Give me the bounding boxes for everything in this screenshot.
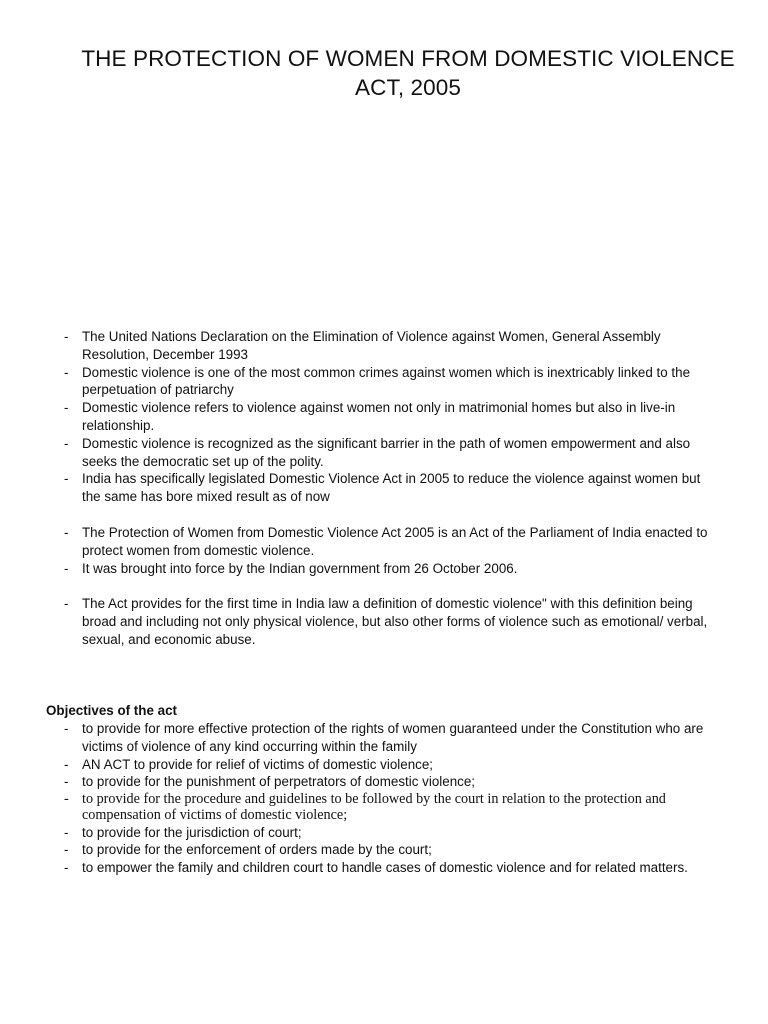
intro-list xyxy=(0,328,768,506)
list-item xyxy=(0,399,768,435)
dash-marker: - xyxy=(64,329,69,344)
list-item xyxy=(0,595,768,648)
objectives-heading: Objectives of the act xyxy=(46,703,177,718)
list-item-text: It was brought into force by the Indian government from 26 October 2006. xyxy=(82,560,518,576)
dash-marker: - xyxy=(64,860,69,876)
list-item-text: to empower the family and children court to handle cases of domestic violence and for related matters. xyxy=(82,860,688,876)
dash-marker: - xyxy=(64,721,69,736)
act-list xyxy=(0,524,768,577)
dash-marker: - xyxy=(64,364,69,380)
dash-marker: - xyxy=(64,471,69,487)
list-item-text: to provide for the procedure and guidelines to be followed by the court in relation to the protection and compensation of victims of domestic violence; xyxy=(82,791,666,824)
objectives-section xyxy=(0,720,768,877)
definition-section xyxy=(0,595,768,648)
list-item xyxy=(0,824,768,842)
dash-marker: - xyxy=(64,525,69,540)
list-item xyxy=(0,773,768,791)
list-item-text: AN ACT to provide for relief of victims of domestic violence; xyxy=(82,756,434,772)
list-item-text: The Protection of Women from Domestic Violence Act 2005 is an Act of the Parliament of India enacted to protect women from domestic violence. xyxy=(82,525,708,558)
list-item xyxy=(0,756,768,774)
list-item xyxy=(0,470,768,506)
dash-marker: - xyxy=(64,560,69,576)
list-item xyxy=(0,364,768,400)
dash-marker: - xyxy=(64,791,69,808)
list-item xyxy=(0,328,768,364)
dash-marker: - xyxy=(64,824,69,840)
dash-marker: - xyxy=(64,435,69,451)
list-item-text: Domestic violence is one of the most common crimes against women which is inextricably linked to the perpetuation of patriarchy xyxy=(82,364,691,398)
list-item xyxy=(0,435,768,471)
list-item-text: to provide for the enforcement of orders made by the court; xyxy=(82,842,432,858)
act-section xyxy=(0,524,768,577)
dash-marker: - xyxy=(64,596,69,611)
objectives-list xyxy=(0,720,768,877)
list-item-text: The United Nations Declaration on the Elimination of Violence against Women, General Assembly Resolution, December 1993 xyxy=(82,329,661,362)
list-item xyxy=(0,524,768,560)
list-item-text: to provide for the punishment of perpetrators of domestic violence; xyxy=(82,774,476,790)
intro-section xyxy=(0,328,768,506)
list-item xyxy=(0,791,768,823)
dash-marker: - xyxy=(64,774,69,790)
dash-marker: - xyxy=(64,400,69,416)
list-item xyxy=(0,720,768,756)
list-item xyxy=(0,841,768,859)
list-item-text: Domestic violence is recognized as the significant barrier in the path of women empowerment and also seeks the democratic set up of the polity. xyxy=(82,435,691,469)
list-item xyxy=(0,859,768,877)
definition-list xyxy=(0,595,768,648)
list-item-text: India has specifically legislated Domestic Violence Act in 2005 to reduce the violence against women but the same has bore mixed result as of now xyxy=(82,471,701,505)
list-item xyxy=(0,560,768,578)
list-item-text: to provide for more effective protection of the rights of women guaranteed under the Constitution who are victims of violence of any kind occurring within the family xyxy=(82,721,704,754)
list-item-text: The Act provides for the first time in India law a definition of domestic violence" with this definition being broad and including not only physical violence, but also other forms of violence such as emotional/ verbal, sexual, and economic abuse. xyxy=(82,596,708,647)
document-title: THE PROTECTION OF WOMEN FROM DOMESTIC VIOLENCE ACT, 2005 xyxy=(81,46,735,100)
dash-marker: - xyxy=(64,842,69,858)
dash-marker: - xyxy=(64,756,69,772)
list-item-text: to provide for the jurisdiction of court; xyxy=(82,824,302,840)
list-item-text: Domestic violence refers to violence against women not only in matrimonial homes but also in live-in relationship. xyxy=(82,400,676,433)
